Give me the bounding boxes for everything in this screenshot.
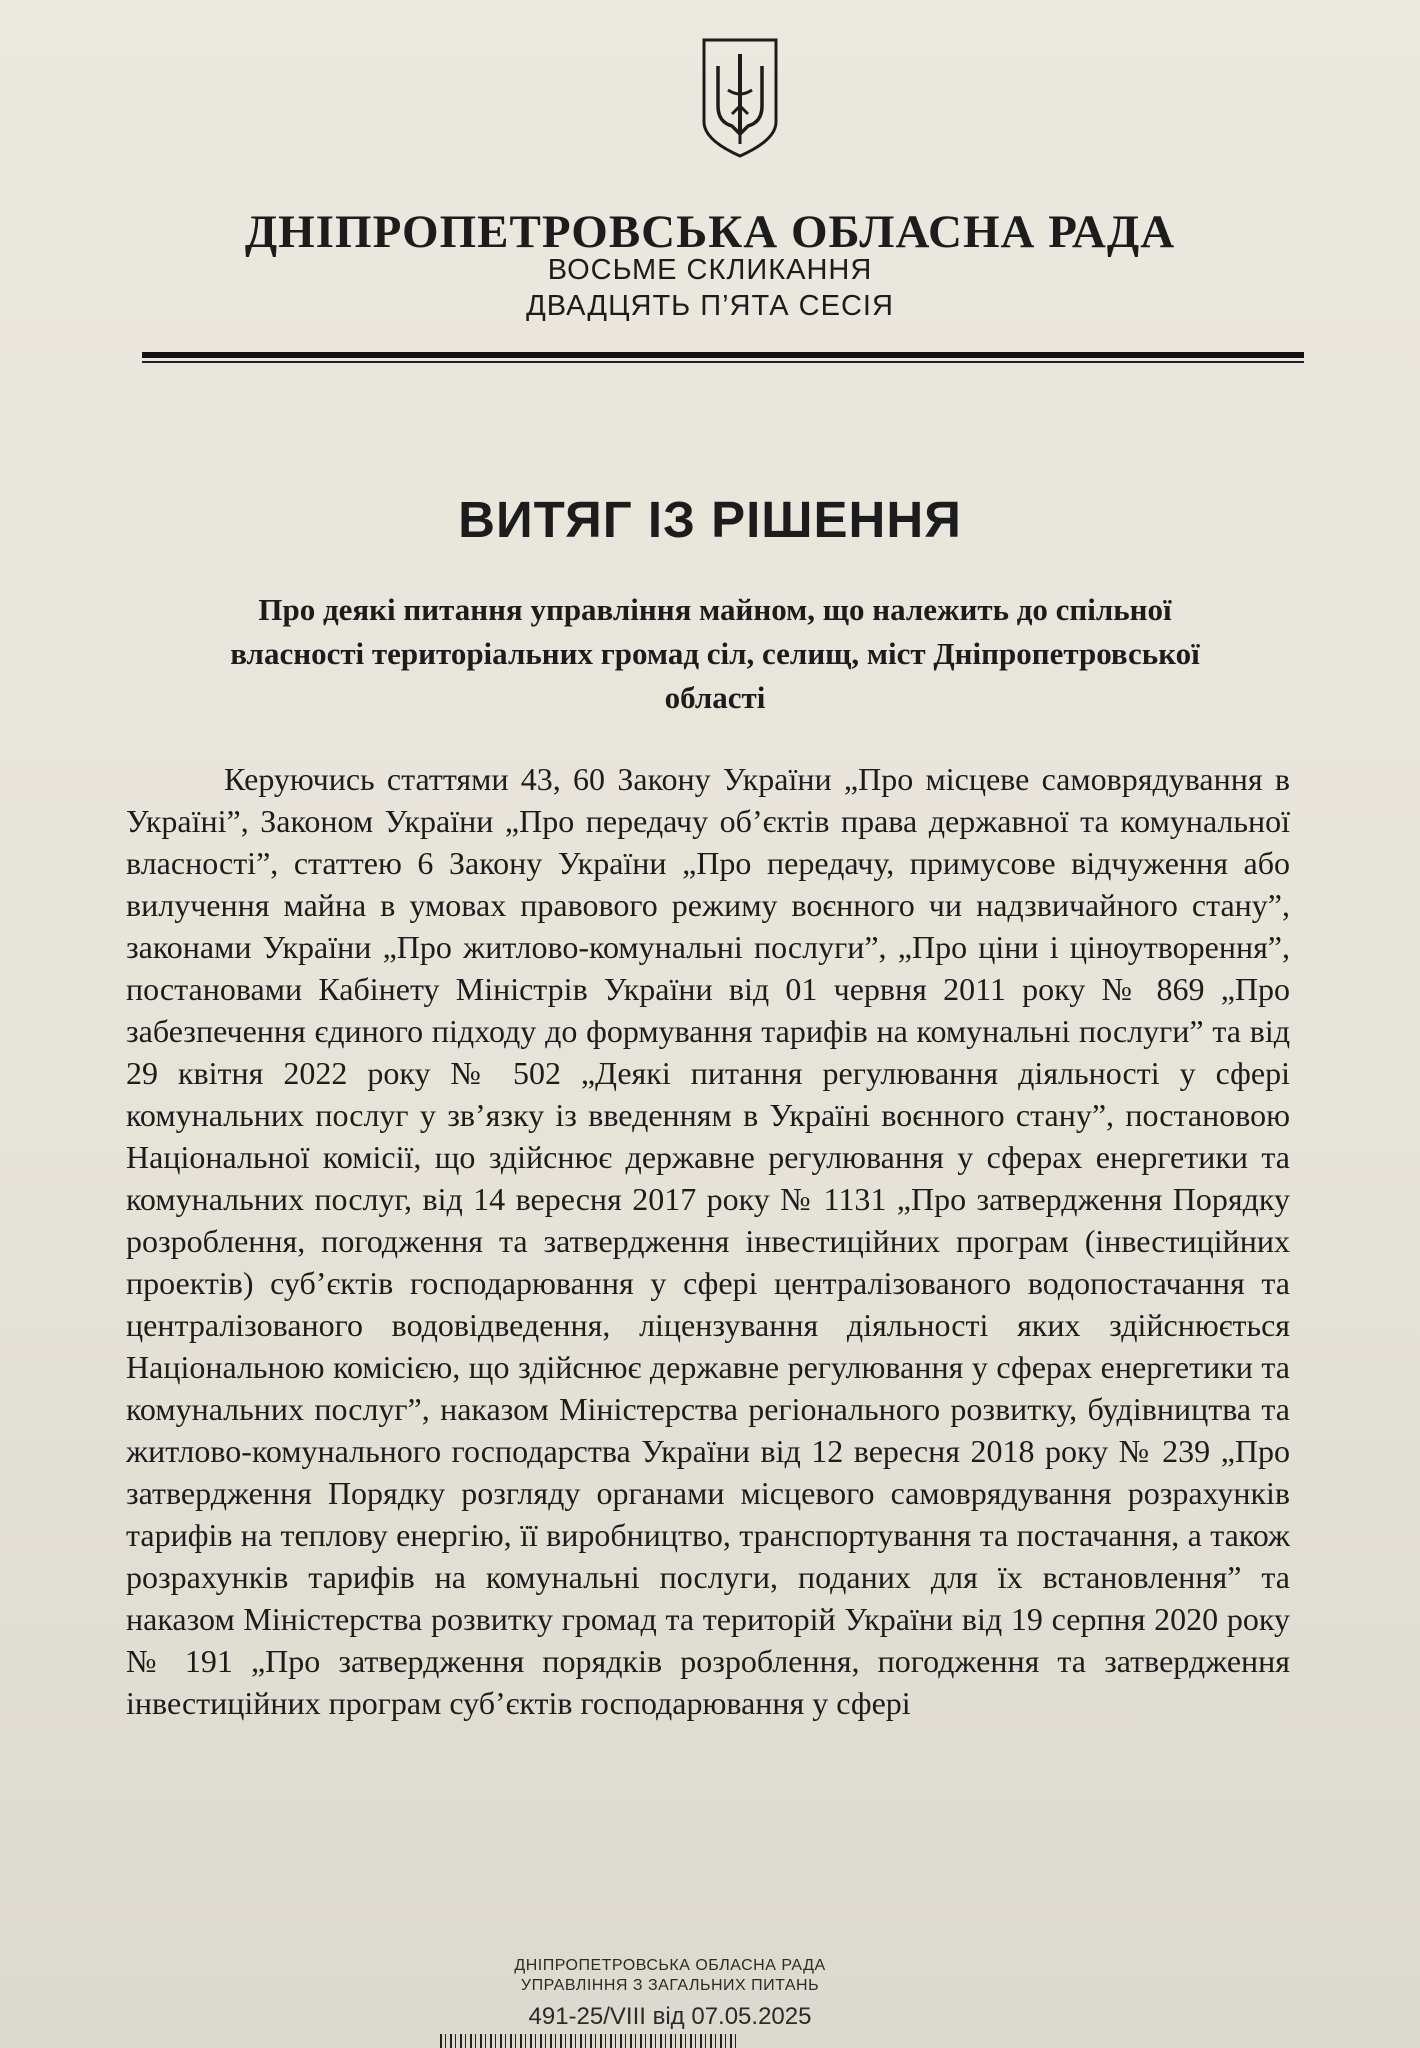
stamp-organization: ДНІПРОПЕТРОВСЬКА ОБЛАСНА РАДА	[514, 1957, 826, 1974]
body-paragraph: Керуючись статтями 43, 60 Закону України „Про місцеве самоврядування в Україні”, Законом України „Про передачу об’єктів права державної та комунальної власності”, статтею 6 Закону України „Про передачу, примусове відчуження або вилучення майна в умовах правового режиму воєнного чи надзвичайного стану”, законами України „Про житлово-комунальні послуги”, „Про ціни і ціноутворення”, постановами Кабінету Міністрів України від 01 червня 2011 року № 869 „Про забезпечення єдиного підходу до формування тарифів на комунальні послуги” та від 29 квітня 2022 року № 502 „Деякі питання регулювання діяльності у сфері комунальних послуг у зв’язку із введенням в Україні воєнного стану”, постановою Національної комісії, що здійснює державне регулювання у сферах енергетики та комунальних послуг, від 14 вересня 2017 року № 1131 „Про затвердження Порядку розроблення, погодження та затвердження інвестиційних програм (інвестиційних проектів) суб’єктів господарювання у сфері централізованого водопостачання та централізованого водовідведення, ліцензування діяльності яких здійснюється Національною комісією, що здійснює державне регулювання у сферах енергетики та комунальних послуг”, наказом Міністерства регіонального розвитку, будівництва та житлово-комунального господарства України від 12 вересня 2018 року № 239 „Про затвердження Порядку розгляду органами місцевого самоврядування розрахунків тарифів на теплову енергію, її виробництво, транспортування та постачання, а також розрахунків тарифів на комунальні послуги, поданих для їх встановлення” та наказом Міністерства розвитку громад та територій України від 19 серпня 2020 року № 191 „Про затвердження порядків розроблення, погодження та затвердження інвестиційних програм суб’єктів господарювання у сфері	[126, 761, 1290, 1721]
council-name: ДНІПРОПЕТРОВСЬКА ОБЛАСНА РАДА	[244, 206, 1176, 258]
decision-subject: Про деякі питання управління майном, що належить до спільної власності територіальних громад сіл, селищ, міст Дніпропетровської області	[230, 592, 1200, 715]
convocation: ВОСЬМЕ СКЛИКАННЯ	[547, 254, 873, 286]
barcode	[440, 2034, 740, 2048]
document-heading: ВИТЯГ ІЗ РІШЕННЯ	[458, 491, 962, 548]
session: ДВАДЦЯТЬ П’ЯТА СЕСІЯ	[526, 290, 894, 322]
header-divider-thick	[142, 352, 1304, 358]
registration-stamp	[440, 1956, 900, 2032]
stamp-registration-number: 491-25/VIII від 07.05.2025	[528, 2003, 812, 2030]
header-divider-thin	[142, 361, 1304, 363]
trident-emblem-icon	[698, 36, 782, 160]
stamp-department: УПРАВЛІННЯ З ЗАГАЛЬНИХ ПИТАНЬ	[520, 1977, 820, 1994]
decision-body	[126, 758, 1290, 1724]
